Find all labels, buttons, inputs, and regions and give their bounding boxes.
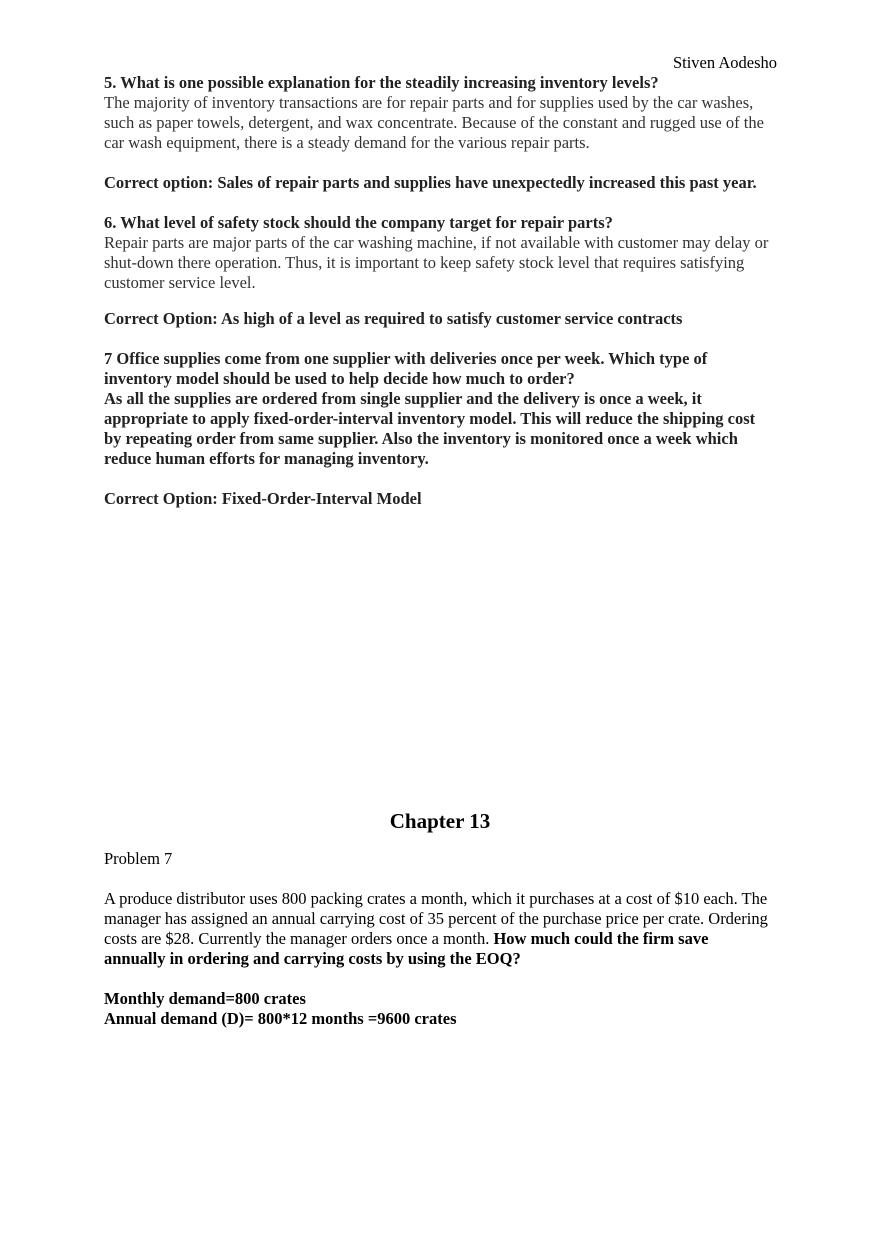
monthly-demand: Monthly demand=800 crates (104, 989, 306, 1008)
problem-question: How much could the firm save annually in ordering and carrying costs by using the EOQ? (104, 929, 709, 968)
question-6 (104, 213, 772, 329)
problem-text: A produce distributor uses 800 packing crates a month, which it purchases at a cost of $10 each. The manager has assigned an annual carrying cost of 35 percent of the purchase price per crate. Ordering costs are $28. Currently the manager orders once a month. (104, 889, 768, 948)
question-5-correct-option: Correct option: Sales of repair parts and supplies have unexpectedly increased this past year. (104, 173, 757, 192)
problem-statement (104, 889, 772, 969)
question-5 (104, 73, 772, 193)
question-5-heading: 5. What is one possible explanation for the steadily increasing inventory levels? (104, 73, 659, 92)
problem-label: Problem 7 (104, 849, 173, 868)
author-name: Stiven Aodesho (672, 53, 777, 72)
question-7-heading: 7 Office supplies come from one supplier with deliveries once per week. Which type of inventory model should be used to help decide how much to order? (104, 349, 708, 388)
question-7 (104, 349, 772, 509)
question-6-heading: 6. What level of safety stock should the company target for repair parts? (104, 213, 613, 232)
problem-section (104, 849, 772, 1029)
question-7-correct-option: Correct Option: Fixed-Order-Interval Model (104, 489, 422, 508)
chapter-title: Chapter 13 (389, 809, 491, 833)
question-6-correct-option: Correct Option: As high of a level as required to satisfy customer service contracts (104, 309, 683, 328)
question-5-answer: The majority of inventory transactions are for repair parts and for supplies used by the car washes, such as paper towels, detergent, and wax concentrate. Because of the constant and rugged use of the car wash equipment, there is a steady demand for the various repair parts. (104, 93, 764, 152)
question-6-answer: Repair parts are major parts of the car washing machine, if not available with customer may delay or shut-down there operation. Thus, it is important to keep safety stock level that requires satisfying customer service level. (104, 233, 769, 292)
annual-demand: Annual demand (D)= 800*12 months =9600 crates (104, 1009, 457, 1028)
questions-section (104, 73, 772, 509)
question-7-answer: As all the supplies are ordered from single supplier and the delivery is once a week, it appropriate to apply fixed-order-interval inventory model. This will reduce the shipping cost by repeating order from same supplier. Also the inventory is monitored once a week which reduce human efforts for managing inventory. (104, 389, 756, 468)
